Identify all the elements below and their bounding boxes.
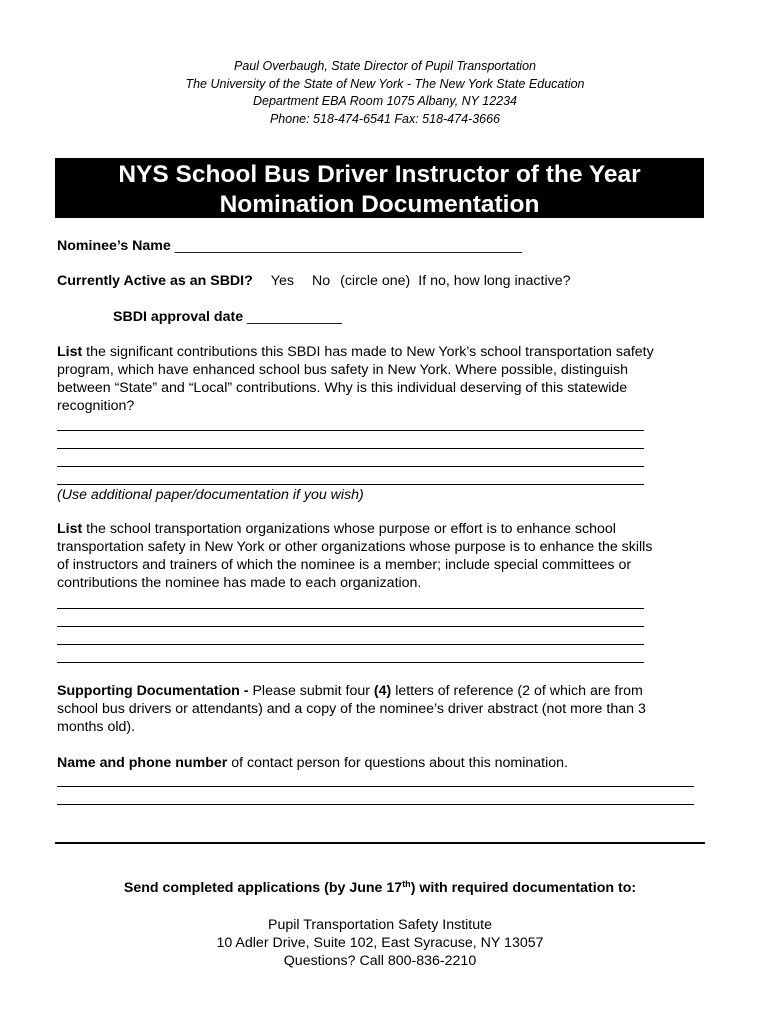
- approval-date-label: SBDI approval date: [113, 309, 244, 325]
- organizations-text-4: contributions the nominee has made to each organization.: [57, 575, 422, 591]
- contributions-text-4: recognition?: [57, 398, 135, 414]
- organizations-answer-line[interactable]: [57, 626, 644, 627]
- supporting-text-4: months old).: [57, 719, 136, 735]
- organizations-lead: List: [57, 521, 83, 537]
- supporting-text-3: school bus drivers or attendants) and a copy of the nominee’s driver abstract (not more than 3: [57, 701, 646, 717]
- organizations-text-3: of instructors and trainers of which the nominee is a member; include special committees or: [57, 557, 632, 573]
- title-banner: [55, 158, 704, 218]
- contact-prompt: [57, 754, 707, 772]
- address-organization: Pupil Transportation Safety Institute: [268, 917, 492, 933]
- contributions-prompt: [57, 343, 707, 415]
- supporting-text-2: letters of reference (2 of which are from: [391, 683, 643, 699]
- nominee-name-field[interactable]: [57, 237, 522, 255]
- page-subtitle: Nomination Documentation: [219, 191, 540, 218]
- contact-answer-line[interactable]: [57, 786, 694, 787]
- send-text-end: ) with required documentation to:: [410, 880, 637, 896]
- active-sbdi-label: Currently Active as an SBDI?: [57, 273, 253, 289]
- nominee-name-label: Nominee’s Name: [57, 238, 171, 254]
- contributions-answer-line[interactable]: [57, 466, 644, 467]
- supporting-text-1: Please submit four: [248, 683, 374, 699]
- page-title: NYS School Bus Driver Instructor of the Year: [118, 161, 641, 188]
- contact-answer-line[interactable]: [57, 804, 694, 805]
- contact-text: of contact person for questions about this nomination.: [227, 755, 568, 771]
- supporting-documentation: [57, 682, 707, 736]
- send-ordinal: th: [402, 879, 411, 889]
- letterhead: [0, 58, 770, 128]
- additional-paper-note: (Use additional paper/documentation if you wish): [57, 487, 364, 503]
- contributions-lead: List: [57, 344, 83, 360]
- contact-lead: Name and phone number: [57, 755, 228, 771]
- circle-one-hint: (circle one): [340, 273, 411, 289]
- organizations-prompt: [57, 520, 707, 592]
- option-no[interactable]: No: [311, 273, 331, 289]
- organizations-text-1: the school transportation organizations whose purpose or effort is to enhance school: [82, 521, 616, 537]
- active-sbdi-question: [57, 272, 570, 290]
- section-divider: [55, 842, 705, 844]
- send-instructions: [0, 879, 760, 897]
- approval-date-field[interactable]: [113, 308, 342, 326]
- contributions-answer-line[interactable]: [57, 448, 644, 449]
- mailing-address: [0, 916, 760, 970]
- letterhead-line-phone: Phone: 518-474-6541 Fax: 518-474-3666: [269, 111, 501, 126]
- organizations-answer-line[interactable]: [57, 662, 644, 663]
- letterhead-line-university: The University of the State of New York - The New York State Education: [185, 76, 585, 91]
- organizations-text-2: transportation safety in New York or other organizations whose purpose is to enhance the skills: [57, 539, 653, 555]
- address-street: 10 Adler Drive, Suite 102, East Syracuse, NY 13057: [216, 935, 544, 951]
- address-phone: Questions? Call 800-836-2210: [283, 953, 477, 969]
- send-text-start: Send completed applications (by June 17: [123, 880, 403, 896]
- nominee-name-blank[interactable]: ____________________________________________: [170, 238, 522, 254]
- contributions-answer-line[interactable]: [57, 484, 644, 485]
- organizations-answer-line[interactable]: [57, 644, 644, 645]
- letterhead-line-department: Department EBA Room 1075 Albany, NY 12234: [252, 94, 518, 108]
- letterhead-line-director: Paul Overbaugh, State Director of Pupil Transportation: [233, 59, 536, 73]
- approval-date-blank[interactable]: ____________: [243, 309, 342, 325]
- supporting-lead: Supporting Documentation -: [57, 683, 249, 699]
- organizations-answer-line[interactable]: [57, 608, 644, 609]
- contributions-text-3: between “State” and “Local” contributions. Why is this individual deserving of this statewide: [57, 380, 628, 396]
- contributions-answer-line[interactable]: [57, 430, 644, 431]
- contributions-text-1: the significant contributions this SBDI has made to New York’s school transportation safety: [82, 344, 654, 360]
- inactive-duration-question: If no, how long inactive?: [418, 273, 571, 289]
- supporting-count: (4): [373, 683, 392, 699]
- option-yes[interactable]: Yes: [270, 273, 294, 289]
- contributions-text-2: program, which have enhanced school bus safety in New York. Where possible, distinguish: [57, 362, 628, 378]
